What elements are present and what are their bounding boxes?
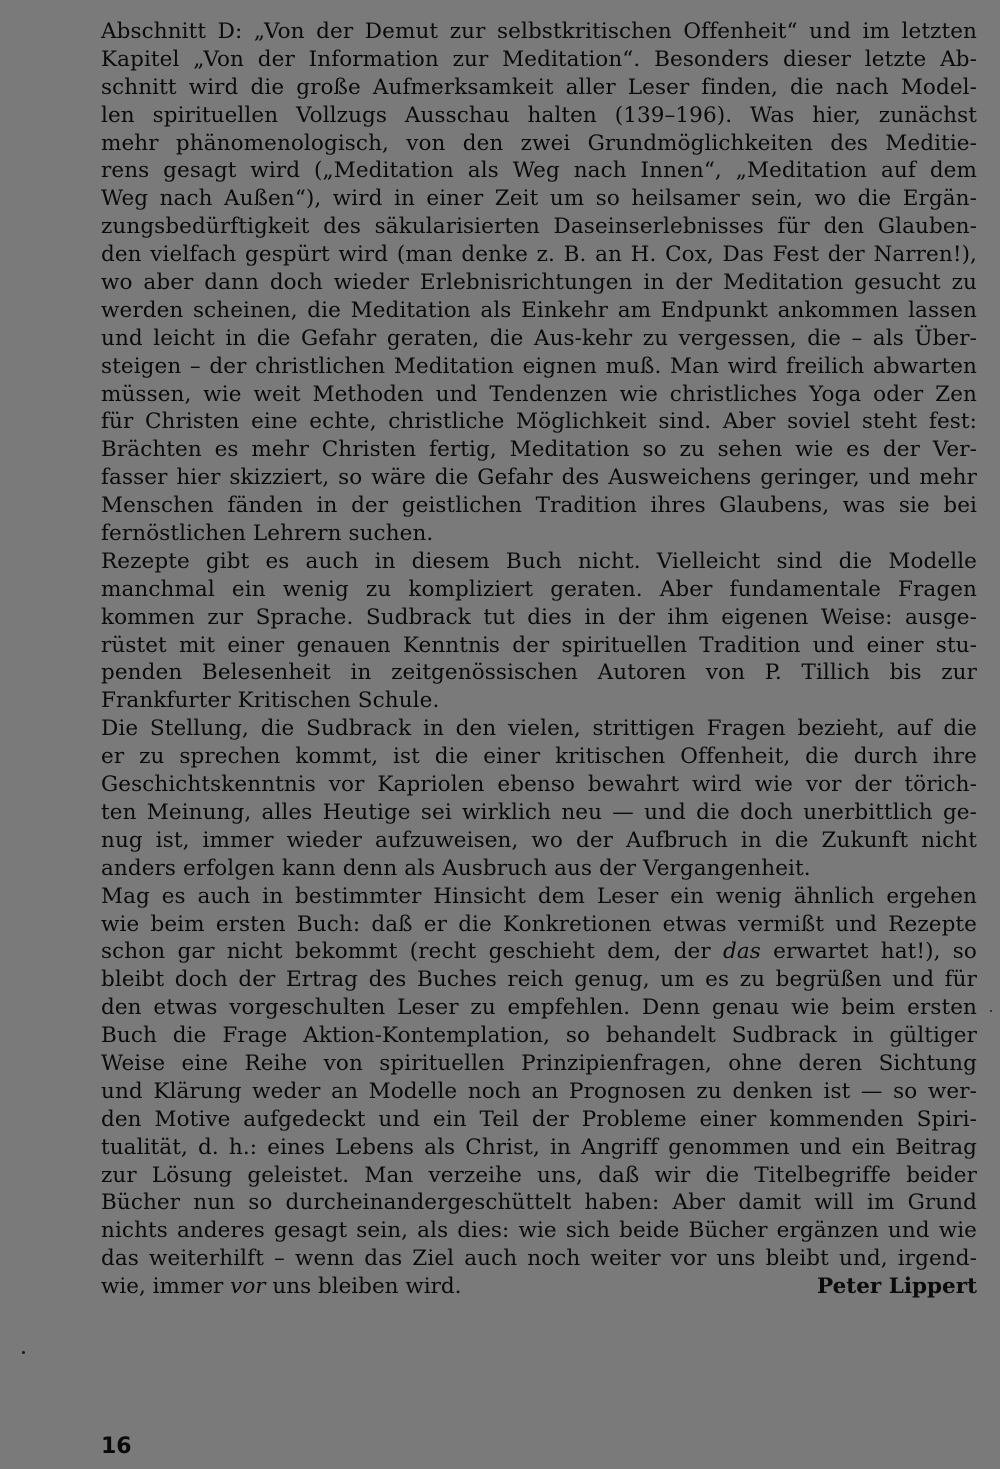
- page-number: 16: [101, 1434, 132, 1459]
- text-line: Buch die Frage Aktion-Kontemplation, so behandelt Sudbrack in gültiger: [101, 1023, 977, 1049]
- text-line: tualität, d. h.: eines Lebens als Christ, in Angriff genommen und ein Beitrag: [101, 1134, 977, 1160]
- text-line: Weise eine Reihe von spirituellen Prinzipienfragen, ohne deren Sichtung: [101, 1050, 977, 1076]
- text-line: und Klärung weder an Modelle noch an Prognosen zu denken ist — so wer-: [101, 1078, 977, 1104]
- text-line: Abschnitt D: „Von der Demut zur selbstkritischen Offenheit“ und im letzten: [101, 19, 977, 44]
- text-line: Weg nach Außen“), wird in einer Zeit um so heilsamer sein, wo die Ergän-: [101, 186, 977, 212]
- closing-text: wie, immer vor uns bleiben wird.: [101, 1274, 462, 1300]
- text-line: Frankfurter Kritischen Schule.: [101, 688, 440, 714]
- text-line: schon gar nicht bekommt (recht geschieht dem, der das erwartet hat!), so: [101, 939, 977, 965]
- text-line: fasser hier skizziert, so wäre die Gefahr des Ausweichens geringer, und mehr: [101, 465, 977, 491]
- author-signature: Peter Lippert: [817, 1274, 977, 1300]
- text-line: len spirituellen Vollzugs Ausschau halten (139–196). Was hier, zunächst: [101, 102, 977, 128]
- text-line: werden scheinen, die Meditation als Einkehr am Endpunkt ankommen lassen: [101, 297, 977, 323]
- text-line: penden Belesenheit in zeitgenössischen Autoren von P. Tillich bis zur: [101, 660, 977, 686]
- text-line: Brächten es mehr Christen fertig, Meditation so zu sehen wie es der Ver-: [101, 437, 977, 463]
- text-line: Die Stellung, die Sudbrack in den vielen, strittigen Fragen bezieht, auf die: [101, 716, 977, 742]
- text-line: schnitt wird die große Aufmerksamkeit aller Leser finden, die nach Model-: [101, 74, 977, 100]
- text-line: anders erfolgen kann denn als Ausbruch aus der Vergangenheit.: [101, 855, 811, 881]
- text-line: für Christen eine echte, christliche Möglichkeit sind. Aber soviel steht fest:: [101, 409, 977, 435]
- text-line: bleibt doch der Ertrag des Buches reich genug, um es zu begrüßen und für: [101, 967, 977, 993]
- text-line: Kapitel „Von der Information zur Meditation“. Besonders dieser letzte Ab-: [101, 46, 977, 72]
- text-line: kommen zur Sprache. Sudbrack tut dies in der ihm eigenen Weise: ausge-: [101, 604, 977, 630]
- text-line: und leicht in die Gefahr geraten, die Aus-kehr zu vergessen, die – als Über-: [101, 325, 977, 351]
- text-line: zungsbedürftigkeit des säkularisierten Daseinserlebnisses für den Glauben-: [101, 214, 977, 240]
- text-line: fernöstlichen Lehrern suchen.: [101, 521, 434, 547]
- text-line: wie beim ersten Buch: daß er die Konkretionen etwas vermißt und Rezepte: [101, 911, 977, 937]
- text-line: Rezepte gibt es auch in diesem Buch nicht. Vielleicht sind die Modelle: [101, 548, 977, 574]
- text-line: rüstet mit einer genauen Kenntnis der spirituellen Tradition und einer stu-: [101, 632, 977, 658]
- scan-speck: [22, 1351, 25, 1354]
- scan-speck: [990, 1010, 992, 1012]
- text-line: Bücher nun so durcheinandergeschüttelt haben: Aber damit will im Grund: [101, 1190, 977, 1216]
- text-line: Mag es auch in bestimmter Hinsicht dem Leser ein wenig ähnlich ergehen: [101, 883, 977, 909]
- text-line: rens gesagt wird („Meditation als Weg nach Innen“, „Meditation auf dem: [101, 158, 977, 184]
- text-line: manchmal ein wenig zu kompliziert geraten. Aber fundamentale Fragen: [101, 576, 977, 602]
- text-line: den etwas vorgeschulten Leser zu empfehlen. Denn genau wie beim ersten: [101, 995, 977, 1021]
- text-line: steigen – der christlichen Meditation eignen muß. Man wird freilich abwarten: [101, 353, 977, 379]
- text-line: nug ist, immer wieder aufzuweisen, wo der Aufbruch in die Zukunft nicht: [101, 827, 977, 853]
- closing-line: [101, 1273, 977, 1301]
- text-line: wo aber dann doch wieder Erlebnisrichtungen in der Meditation gesucht zu: [101, 270, 977, 296]
- text-line: nichts anderes gesagt sein, als dies: wie sich beide Bücher ergänzen und wie: [101, 1218, 977, 1244]
- text-line: zur Lösung geleistet. Man verzeihe uns, daß wir die Titelbegriffe beider: [101, 1162, 977, 1188]
- text-line: den vielfach gespürt wird (man denke z. B. an H. Cox, Das Fest der Narren!),: [101, 242, 977, 268]
- text-line: mehr phänomenologisch, von den zwei Grundmöglichkeiten des Meditie-: [101, 130, 977, 156]
- text-line: er zu sprechen kommt, ist die einer kritischen Offenheit, die durch ihre: [101, 744, 977, 770]
- emphasis: das: [722, 939, 761, 965]
- text-line: Geschichtskenntnis vor Kapriolen ebenso bewahrt wird wie vor der törich-: [101, 772, 977, 798]
- text-line: ten Meinung, alles Heutige sei wirklich neu — und die doch unerbittlich ge-: [101, 799, 977, 825]
- text-line: das weiterhilft – wenn das Ziel auch noch weiter vor uns bleibt und, irgend-: [101, 1246, 977, 1272]
- body-text: [101, 18, 977, 1301]
- emphasis: vor: [230, 1274, 266, 1300]
- text-line: Menschen fänden in der geistlichen Tradition ihres Glaubens, was sie bei: [101, 493, 977, 519]
- text-line: den Motive aufgedeckt und ein Teil der Probleme einer kommenden Spiri-: [101, 1106, 977, 1132]
- text-line: müssen, wie weit Methoden und Tendenzen wie christliches Yoga oder Zen: [101, 381, 977, 407]
